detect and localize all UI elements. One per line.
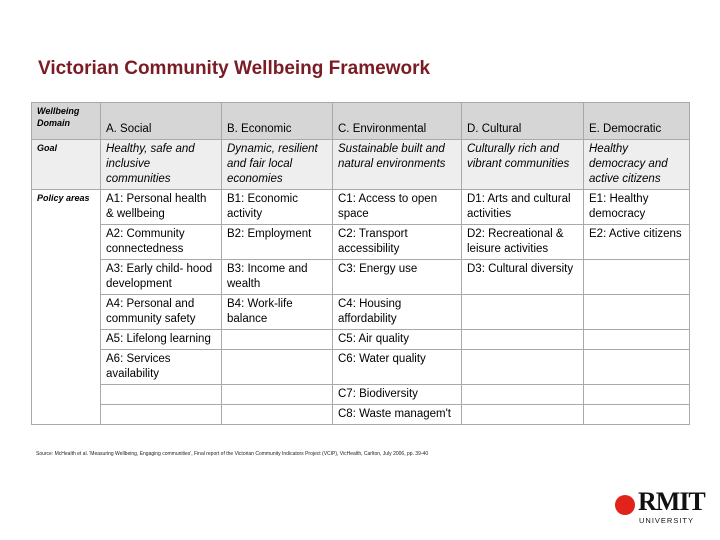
policy-cell: C5: Air quality [333,330,462,350]
source-citation: Source: McHealth et al. 'Measuring Wellbeing, Engaging communities', Final report of the Victorian Community Indicators Project (VCIP), VicHealth, Carlton, July 2006, pp. 39-40 [36,451,429,457]
column-header-economic: B. Economic [222,103,333,140]
column-header-democratic: E. Democratic [584,103,690,140]
policy-cell: C6: Water quality [333,350,462,385]
policy-cell [584,260,690,295]
policy-cell: C3: Energy use [333,260,462,295]
policy-cell: D1: Arts and cultural activities [462,190,584,225]
logo-subtext: UNIVERSITY [639,516,695,525]
policy-cell: C1: Access to open space [333,190,462,225]
column-header-cultural: D. Cultural [462,103,584,140]
policy-cell: A4: Personal and community safety [101,295,222,330]
goal-cell: Sustainable built and natural environments [333,140,462,190]
policy-cell: A1: Personal health & wellbeing [101,190,222,225]
policy-cell: B2: Employment [222,225,333,260]
policy-cell [584,405,690,425]
column-header-social: A. Social [101,103,222,140]
policy-row [32,295,690,330]
logo-wordmark: RMIT [638,487,705,516]
goal-row [32,140,690,190]
policy-cell: D2: Recreational & leisure activities [462,225,584,260]
policy-cell: A5: Lifelong learning [101,330,222,350]
goal-cell: Healthy, safe and inclusive communities [101,140,222,190]
goal-cell: Dynamic, resilient and fair local economies [222,140,333,190]
policy-cell [462,330,584,350]
rmit-logo [612,486,708,530]
policy-areas-label: Policy areas [32,190,101,425]
policy-row [32,225,690,260]
policy-cell: C4: Housing affordability [333,295,462,330]
domain-label: Wellbeing Domain [32,103,101,140]
policy-cell [584,330,690,350]
policy-cell [584,295,690,330]
policy-cell [462,385,584,405]
policy-cell: B4: Work-life balance [222,295,333,330]
column-header-environmental: C. Environmental [333,103,462,140]
policy-cell: A3: Early child- hood development [101,260,222,295]
policy-cell [584,350,690,385]
policy-row [32,260,690,295]
policy-cell: C2: Transport accessibility [333,225,462,260]
header-row [32,103,690,140]
goal-cell: Healthy democracy and active citizens [584,140,690,190]
policy-cell: C8: Waste managem't [333,405,462,425]
logo-mark-icon [612,492,638,518]
policy-row [32,385,690,405]
policy-cell [584,385,690,405]
policy-cell: E1: Healthy democracy [584,190,690,225]
policy-cell: B1: Economic activity [222,190,333,225]
policy-cell: B3: Income and wealth [222,260,333,295]
slide-title: Victorian Community Wellbeing Framework [38,58,431,79]
goal-label: Goal [32,140,101,190]
framework-table [31,102,690,425]
policy-cell [222,385,333,405]
policy-row [32,350,690,385]
policy-cell: A2: Community connectedness [101,225,222,260]
policy-cell: E2: Active citizens [584,225,690,260]
policy-cell [101,385,222,405]
policy-cell: D3: Cultural diversity [462,260,584,295]
policy-cell [101,405,222,425]
policy-cell [462,295,584,330]
policy-row [32,405,690,425]
policy-cell [462,405,584,425]
goal-cell: Culturally rich and vibrant communities [462,140,584,190]
policy-cell [462,350,584,385]
policy-row [32,190,690,225]
policy-cell [222,330,333,350]
policy-cell [222,350,333,385]
policy-cell: C7: Biodiversity [333,385,462,405]
policy-row [32,330,690,350]
policy-cell: A6: Services availability [101,350,222,385]
policy-cell [222,405,333,425]
